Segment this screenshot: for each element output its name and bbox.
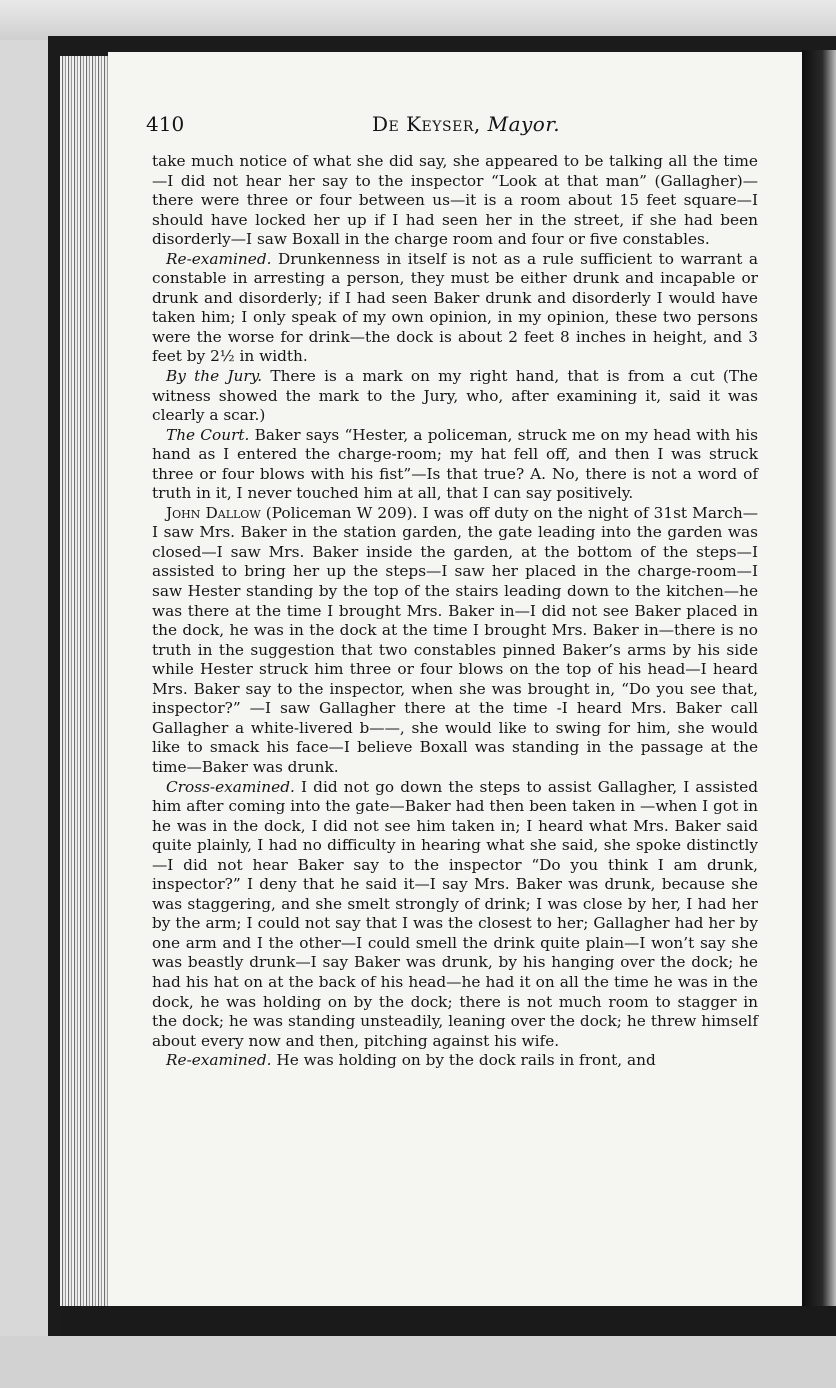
page-number: 410 [146, 112, 185, 136]
paragraph-lead: Re-examined. [166, 249, 272, 268]
paragraph-text: Drunkenness in itself is not as a rule sufficient to warrant a constable in arresting a person, they must be either drunk and incapable or drunk and disorderly; if I had seen Baker drunk and disorderly I would have taken him; I only speak of my own opinion, in my opinion, these two persons were the worse for drink—the dock is about 2 feet 8 inches in height, and 3 feet by 2½ in width. [152, 249, 758, 366]
paragraph-lead: By the Jury. [166, 367, 263, 386]
scan-background-bottom [0, 1336, 836, 1388]
paragraph-text: There is a mark on my right hand, that is from a cut (The witness showed the mark to the Jury, who, after examining it, said it was clearly a scar.) [152, 367, 758, 425]
paragraph-lead: Cross-examined. [166, 777, 295, 796]
paragraph-lead: The Court. [166, 425, 250, 444]
paragraph-text: He was holding on by the dock rails in front, and [271, 1051, 656, 1070]
paragraph-lead: John Dallow [166, 503, 261, 522]
book-gutter-right [802, 50, 836, 1320]
paragraph-text: I did not go down the steps to assist Gallagher, I assisted him after coming into the gate—Baker had then been taken in —when I got in he was in the dock, I did not see him taken in; I heard what Mrs. Baker said quite plainly, I had no difficulty in hearing what she said, she spoke distinctly—I did not hear Baker say to the inspector “Do you think I am drunk, inspector?” I deny that he said it—I say Mrs. Baker was drunk, because she was staggering, and she smelt strongly of drink; I was close by her, I had her by the arm; I could not say that I was the closest to her; Gallagher had her by one arm and I the other—I could smell the drink quite plain—I won’t say she was beastly drunk—I say Baker was drunk, by his hanging over the dock; he had his hat on at the back of his head—he had it on all the time he was in the dock, he was holding on by the dock; there is not much room to stagger in the dock; he was standing unsteadily, leaning over the dock; he threw himself about every now and then, pitching against his wife. [152, 777, 758, 1050]
page-header [146, 112, 776, 142]
paragraph [152, 1051, 758, 1071]
page-body [152, 152, 758, 1071]
running-title-office: Mayor. [487, 112, 561, 136]
paragraph [152, 778, 758, 1052]
paragraph [152, 367, 758, 426]
paragraph-text: Baker says “Hester, a policeman, struck me on my head with his hand as I entered the charge-room; my hat fell off, and then I was struck three or four blows with his fist”—Is that true? A. No, there is not a word of truth in it, I never touched him at all, that I can say positively. [152, 425, 759, 503]
running-title-name: De Keyser, [372, 112, 481, 136]
paragraph [152, 250, 758, 367]
paragraph-lead: Re-examined. [166, 1051, 272, 1070]
book-cover-bottom [60, 1306, 836, 1336]
paragraph-text: take much notice of what she did say, she appeared to be talking all the time—I did not hear her say to the inspector “Look at that man” (Gallagher)—there were three or four between us—it is a room about 15 feet square—I should have locked her up if I had seen her in the street, if she had been disorderly—I saw Boxall in the charge room and four or five constables. [152, 152, 758, 249]
paragraph [152, 426, 758, 504]
paragraph-text: (Policeman W 209). I was off duty on the night of 31st March—I saw Mrs. Baker in the station garden, the gate leading into the garden was closed—I saw Mrs. Baker inside the garden, at the bottom of the steps—I assisted to bring her up the steps—I saw her placed in the charge-room—I saw Hester standing by the top of the stairs leading down to the kitchen—he was there at the time I brought Mrs. Baker in—I did not see Baker placed in the dock, he was in the dock at the time I brought Mrs. Baker in—there is no truth in the suggestion that two constables pinned Baker’s arms by his side while Hester struck him three or four blows on the top of his head—I heard Mrs. Baker say to the inspector, when she was brought in, “Do you see that, inspector?” —I saw Gallagher there at the time -I heard Mrs. Baker call Gallagher a white-livered b——, she would like to swing for him, she would like to smack his face—I believe Boxall was standing in the passage at the time—Baker was drunk. [152, 503, 758, 776]
paragraph [152, 504, 758, 778]
running-title [372, 112, 560, 136]
scan-background-top [0, 0, 836, 40]
paragraph [152, 152, 758, 250]
